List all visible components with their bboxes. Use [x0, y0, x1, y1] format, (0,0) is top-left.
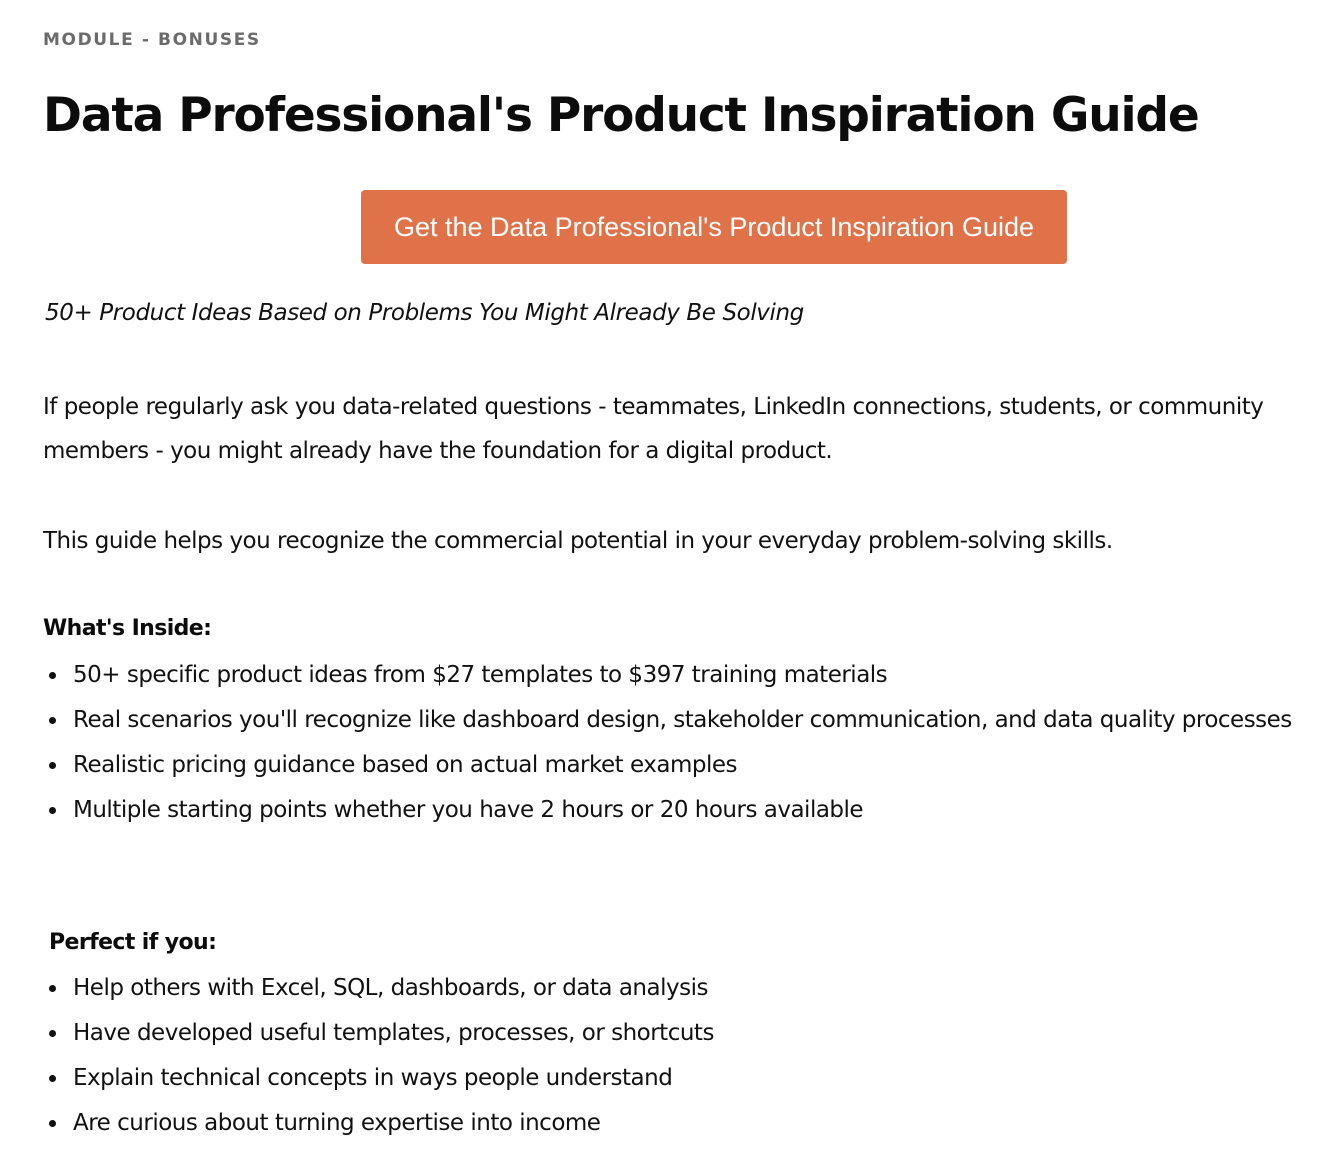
perfect-if-heading: Perfect if you: — [49, 930, 217, 955]
bullet-icon — [49, 762, 56, 769]
get-guide-button[interactable]: Get the Data Professional's Product Inspiration Guide — [361, 190, 1067, 264]
list-item — [43, 1101, 1323, 1146]
bullet-icon — [49, 672, 56, 679]
bullet-icon — [49, 717, 56, 724]
list-item — [43, 743, 1323, 788]
bullet-icon — [49, 1030, 56, 1037]
bullet-icon — [49, 985, 56, 992]
list-item — [43, 1011, 1323, 1056]
intro-paragraph: If people regularly ask you data-related questions - teammates, LinkedIn connections, students, or community members - you might already have the foundation for a digital product. — [43, 394, 1264, 464]
list-item — [43, 788, 1323, 833]
list-item-text: Multiple starting points whether you have 2 hours or 20 hours available — [73, 797, 864, 823]
list-item-text: Are curious about turning expertise into income — [73, 1110, 601, 1136]
list-item — [43, 653, 1323, 698]
list-item-text: Real scenarios you'll recognize like dashboard design, stakeholder communication, and data quality processes — [73, 707, 1292, 733]
bullet-icon — [49, 1075, 56, 1082]
module-eyebrow-label: MODULE - BONUSES — [43, 30, 261, 50]
page-title: Data Professional's Product Inspiration Guide — [43, 88, 1199, 143]
list-item — [43, 1056, 1323, 1101]
list-item-text: Realistic pricing guidance based on actual market examples — [73, 752, 737, 778]
list-item-text: 50+ specific product ideas from $27 templates to $397 training materials — [73, 662, 888, 688]
whats-inside-list — [43, 653, 1323, 833]
list-item — [43, 698, 1323, 743]
list-item-text: Explain technical concepts in ways people understand — [73, 1065, 673, 1091]
list-item — [43, 966, 1323, 1011]
bullet-icon — [49, 1120, 56, 1127]
guide-purpose-paragraph: This guide helps you recognize the commercial potential in your everyday problem-solving skills. — [43, 528, 1113, 554]
list-item-text: Have developed useful templates, processes, or shortcuts — [73, 1020, 714, 1046]
bullet-icon — [49, 807, 56, 814]
guide-subtitle: 50+ Product Ideas Based on Problems You Might Already Be Solving — [45, 300, 804, 326]
perfect-if-list — [43, 966, 1323, 1146]
list-item-text: Help others with Excel, SQL, dashboards, or data analysis — [73, 975, 708, 1001]
whats-inside-heading: What's Inside: — [43, 616, 212, 641]
